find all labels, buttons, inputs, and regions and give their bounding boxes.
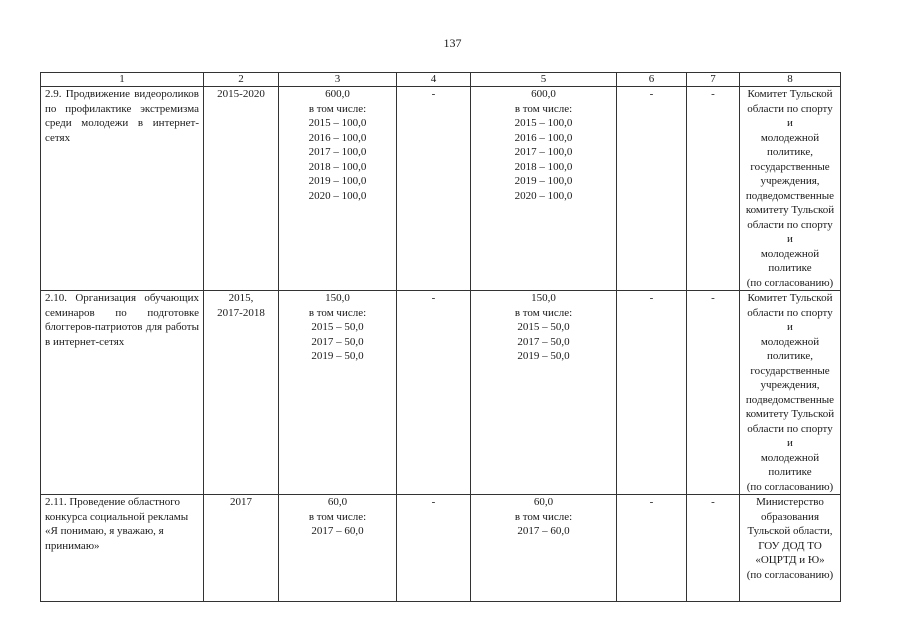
- executor-line: (по согласованию): [746, 276, 834, 289]
- executor-line: подведомственные: [745, 393, 835, 406]
- executor-line: политике: [768, 262, 812, 274]
- funding-line: 2015 – 50,0: [517, 321, 570, 333]
- funding-line: 2017 – 50,0: [311, 335, 364, 348]
- table-row: [41, 291, 841, 495]
- col4-value: -: [397, 495, 471, 602]
- measure-name: 2.9. Продвижение видеороликов по профилактике экстремизма среди молодежи в интернет-сетях: [41, 87, 204, 291]
- funding-line: 2017 – 50,0: [517, 335, 570, 348]
- funding-line: 2018 – 100,0: [514, 160, 573, 173]
- funding-line: 2019 – 50,0: [517, 350, 570, 362]
- period: [204, 291, 279, 495]
- col4-value: -: [397, 87, 471, 291]
- executor-line: «ОЦРТД и Ю»: [755, 554, 825, 566]
- executor-line: подведомственные: [745, 189, 835, 202]
- executor-line: ГОУ ДОД ТО: [758, 539, 822, 552]
- funding-line: 2017 – 60,0: [517, 525, 570, 537]
- executor-line: образования: [760, 510, 820, 523]
- col7-value: -: [687, 291, 740, 495]
- executor-line: Комитет Тульской: [747, 292, 833, 304]
- col6-value: -: [617, 87, 687, 291]
- header-col-5: 5: [471, 73, 617, 87]
- funding-line: 2017 – 100,0: [308, 146, 367, 158]
- header-col-4: 4: [397, 73, 471, 87]
- header-col-2: 2: [204, 73, 279, 87]
- executor: [740, 291, 841, 495]
- funding-line: 2019 – 100,0: [514, 175, 573, 187]
- funding-line: 2017 – 60,0: [311, 525, 364, 537]
- executor-line: комитету Тульской: [745, 204, 835, 216]
- funding-line: 600,0: [325, 88, 350, 100]
- executor: [740, 495, 841, 602]
- funding-line: 2015 – 100,0: [514, 117, 573, 129]
- total-funding: [279, 291, 397, 495]
- executor-line: области по спорту и: [747, 306, 833, 333]
- total-funding: [279, 495, 397, 602]
- executor-line: области по спорту и: [747, 102, 833, 129]
- executor-line: Министерство: [756, 496, 824, 508]
- funding-line: 600,0: [531, 88, 556, 100]
- measure-name: 2.10. Организация обучающих семинаров по подготовке блоггеров-патриотов для работы в интернет-сетях: [41, 291, 204, 495]
- header-col-3: 3: [279, 73, 397, 87]
- measure-name: 2.11. Проведение областного конкурса социальной рекламы «Я понимаю, я уважаю, я принимаю»: [41, 495, 204, 602]
- funding-line: 2016 – 100,0: [514, 131, 573, 144]
- executor-line: области по спорту и: [747, 218, 833, 245]
- executor-line: области по спорту и: [747, 422, 833, 449]
- executor-line: государственные: [750, 364, 830, 377]
- funding-line: 2020 – 100,0: [514, 189, 573, 202]
- period-line: 2015,: [228, 292, 254, 304]
- col5-funding: [471, 87, 617, 291]
- funding-line: в том числе:: [308, 102, 367, 115]
- executor-line: молодежной: [760, 131, 820, 144]
- header-row: [41, 73, 841, 87]
- funding-line: 2019 – 100,0: [308, 175, 367, 187]
- table-row: [41, 87, 841, 291]
- executor-line: (по согласованию): [746, 480, 834, 493]
- header-col-1: 1: [41, 73, 204, 87]
- header-col-8: 8: [740, 73, 841, 87]
- col7-value: -: [687, 87, 740, 291]
- executor-line: Комитет Тульской: [747, 88, 833, 100]
- funding-line: 2020 – 100,0: [308, 189, 367, 202]
- executor-line: молодежной: [760, 247, 820, 260]
- funding-line: в том числе:: [514, 102, 573, 115]
- executor-line: политике,: [766, 350, 813, 362]
- funding-line: 2018 – 100,0: [308, 160, 367, 173]
- page-number: 137: [443, 36, 462, 50]
- executor-line: государственные: [750, 160, 830, 173]
- funding-line: 150,0: [325, 292, 350, 304]
- executor-line: комитету Тульской: [745, 408, 835, 420]
- col5-funding: [471, 291, 617, 495]
- program-table: [40, 72, 841, 602]
- col6-value: -: [617, 291, 687, 495]
- executor-line: учреждения,: [760, 379, 820, 391]
- funding-line: 2015 – 100,0: [308, 117, 367, 129]
- period-line: 2017-2018: [217, 306, 265, 319]
- col7-value: -: [687, 495, 740, 602]
- funding-line: в том числе:: [308, 510, 367, 523]
- funding-line: в том числе:: [308, 306, 367, 319]
- funding-line: 2017 – 100,0: [514, 146, 573, 158]
- funding-line: в том числе:: [514, 306, 573, 319]
- executor-line: политике,: [766, 146, 813, 158]
- funding-line: в том числе:: [514, 510, 573, 523]
- funding-line: 2019 – 50,0: [311, 350, 364, 362]
- executor: [740, 87, 841, 291]
- funding-line: 150,0: [531, 292, 556, 304]
- total-funding: [279, 87, 397, 291]
- table-row: [41, 495, 841, 602]
- header-col-6: 6: [617, 73, 687, 87]
- executor-line: Тульской области,: [747, 525, 833, 537]
- col5-funding: [471, 495, 617, 602]
- funding-line: 60,0: [533, 496, 554, 508]
- executor-line: (по согласованию): [746, 568, 834, 581]
- executor-line: учреждения,: [760, 175, 820, 187]
- period: 2015-2020: [204, 87, 279, 291]
- executor-line: молодежной: [760, 451, 820, 464]
- funding-line: 2015 – 50,0: [311, 321, 364, 333]
- col4-value: -: [397, 291, 471, 495]
- col6-value: -: [617, 495, 687, 602]
- period: 2017: [204, 495, 279, 602]
- header-col-7: 7: [687, 73, 740, 87]
- executor-line: молодежной: [760, 335, 820, 348]
- funding-line: 60,0: [327, 496, 348, 508]
- funding-line: 2016 – 100,0: [308, 131, 367, 144]
- executor-line: политике: [768, 466, 812, 478]
